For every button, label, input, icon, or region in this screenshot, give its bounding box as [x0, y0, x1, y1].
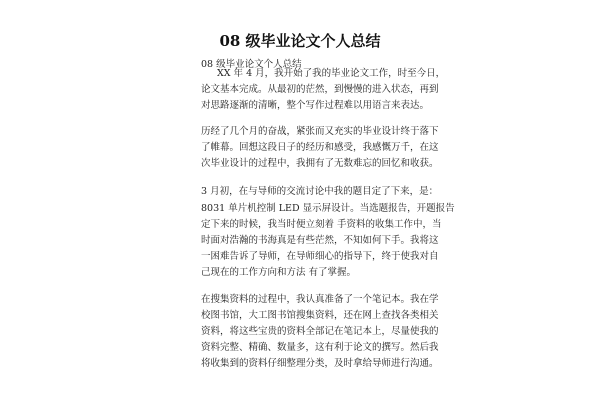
paragraph-3-line-4: 时面对浩瀚的书海真是有些茫然，不知如何下手。我将这	[201, 235, 439, 246]
page-title: 08 级毕业论文个人总结	[219, 32, 381, 50]
paragraph-2-line-2: 了帷幕。回想这段日子的经历和感受，我感慨万千，在这	[201, 142, 439, 153]
paragraph-1-line-1: XX 年 4 月，我开始了我的毕业论文工作，时至今日，	[217, 68, 446, 79]
paragraph-3-line-1: 3 月初，在与导师的交流讨论中我的题目定了下来，是：	[201, 186, 439, 197]
document-subtitle: 08 级毕业论文个人总结	[201, 59, 302, 70]
paragraph-1-line-2: 论文基本完成。从最初的茫然，到慢慢的进入状态，再到	[201, 84, 439, 95]
paragraph-4-line-4: 资料完整、精确、数量多，这有利于论文的撰写。然后我	[201, 342, 439, 353]
paragraph-4-line-2: 校图书馆，大工图书馆搜集资料，还在网上查找各类相关	[201, 310, 439, 321]
paragraph-3-line-2: 8031 单片机控制 LED 显示屏设计。当选题报告，开题报告	[201, 203, 455, 214]
paragraph-1-line-3: 对思路逐渐的清晰，整个写作过程难以用语言来表达。	[201, 100, 430, 111]
paragraph-2-line-3: 次毕业设计的过程中，我拥有了无数难忘的回忆和收获。	[201, 158, 439, 169]
paragraph-2-line-1: 历经了几个月的奋战，紧张而又充实的毕业设计终于落下	[201, 126, 439, 137]
paragraph-3-line-6: 己现在的工作方向和方法 有了掌握。	[201, 267, 357, 278]
paragraph-4-line-1: 在搜集资料的过程中，我认真准备了一个笔记本。我在学	[201, 294, 439, 305]
paragraph-3-line-3: 定下来的时候，我当时便立刻着 手资料的收集工作中，当	[201, 219, 442, 230]
paragraph-3-line-5: 一困难告诉了导师，在导师细心的指导下，终于使我对自	[201, 251, 439, 262]
paragraph-4-line-5: 将收集到的资料仔细整理分类，及时拿给导师进行沟通。	[201, 358, 439, 369]
paragraph-4-line-3: 资料，将这些宝贵的资料全部记在笔记本上，尽量使我的	[201, 326, 439, 337]
